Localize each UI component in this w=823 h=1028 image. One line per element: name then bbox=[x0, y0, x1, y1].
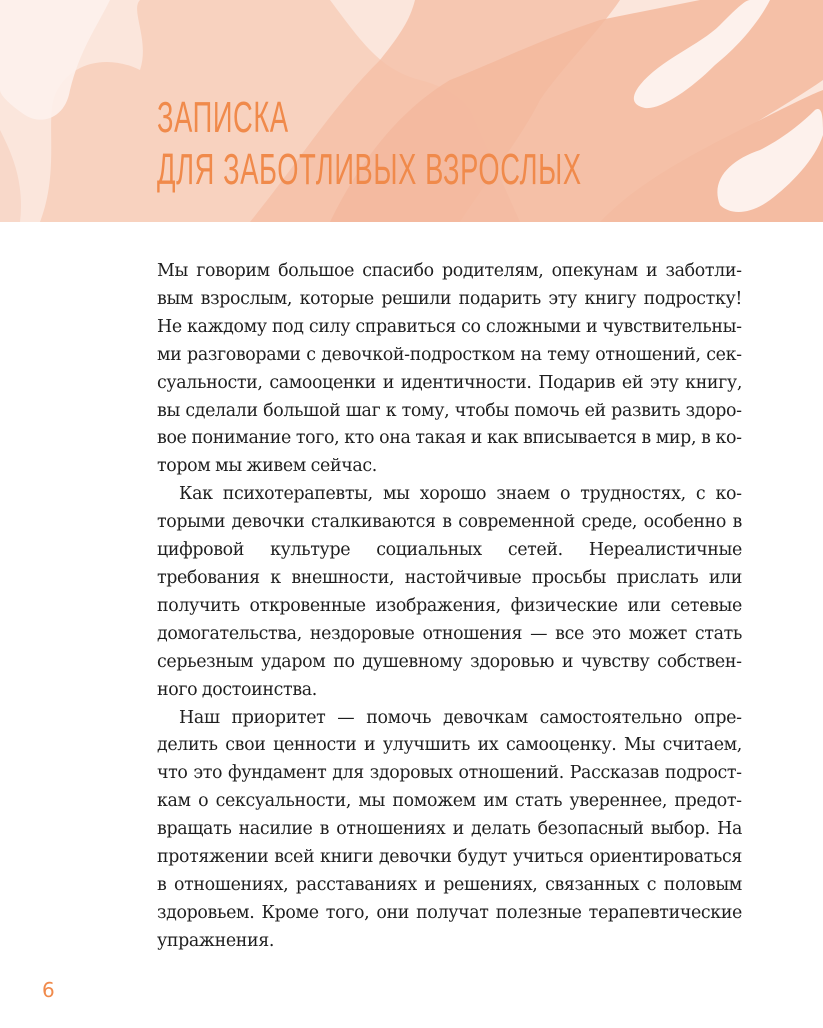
chapter-title-line-2: ДЛЯ ЗАБОТЛИВЫХ ВЗРОСЛЫХ bbox=[157, 145, 582, 194]
paragraph-priority: Наш приоритет — помочь девочкам самостоятельно определить свои ценности и улучшить их самооценку. Мы считаем, что это фундамент для здоровых отношений. Рассказав подросткам о сексуальности, мы поможем им стать увереннее, предотвращать насилие в отношениях и делать безопасный выбор. На протяжении всей книги девочки будут учиться ориентироваться в отношениях, расставаниях и решениях, связанных с половым здоровьем. Кроме того, они получат полезные терапевтические упражнения. bbox=[157, 707, 742, 951]
paragraph-difficulties: Как психотерапевты, мы хорошо знаем о трудностях, с которыми девочки сталкиваются в современной среде, особенно в цифровой культуре социальных сетей. Нереалистичные требования к внешности, настойчивые просьбы прислать или получить откровенные изображения, физические или сетевые домогательства, нездоровые отношения — все это может стать серьезным ударом по душевному здоровью и чувству собственного достоинства. bbox=[157, 484, 742, 700]
chapter-title-line-1: ЗАПИСКА bbox=[157, 93, 289, 142]
page-number: 6 bbox=[42, 978, 55, 1002]
body-text bbox=[157, 258, 742, 956]
chapter-header-banner bbox=[0, 0, 823, 222]
chapter-title bbox=[157, 92, 582, 196]
paragraph-thanks: Мы говорим большое спасибо родителям, опекунам и заботливым взрослым, которые решили подарить эту книгу подростку! Не каждому под силу справиться со сложными и чувствительными разговорами с девочкой-подростком на тему отношений, сексуальности, самооценки и идентичности. Подарив ей эту книгу, вы сделали большой шаг к тому, чтобы помочь ей развить здоровое понимание того, кто она такая и как вписывается в мир, в котором мы живем сейчас. bbox=[157, 261, 742, 477]
